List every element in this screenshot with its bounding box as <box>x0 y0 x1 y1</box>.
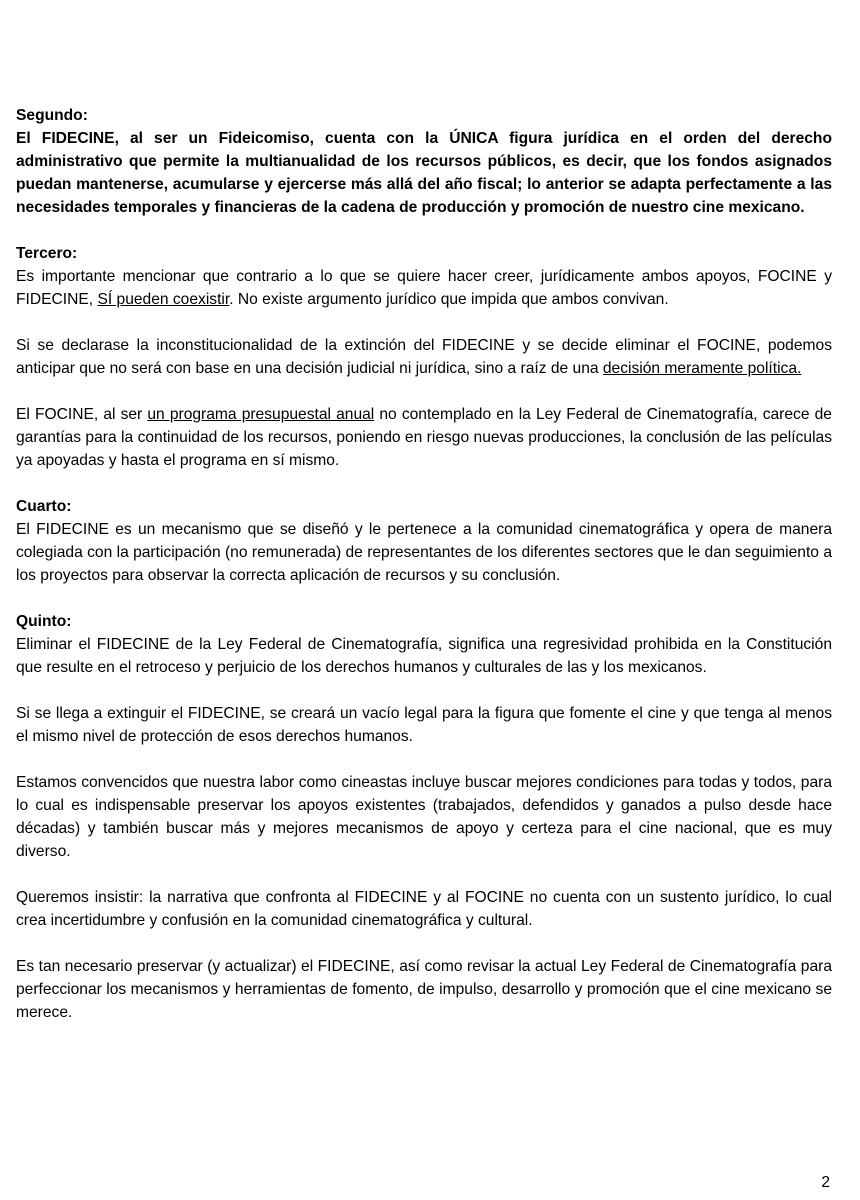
section-cuarto <box>16 495 832 587</box>
paragraph: Es tan necesario preservar (y actualizar) el FIDECINE, así como revisar la actual Ley Federal de Cinematografía para perfeccionar los mecanismos y herramientas de fomento, de impulso, desarrollo y promoción que el cine mexicano se merece. <box>16 958 832 1021</box>
text-run: . No existe argumento jurídico que impida que ambos convivan. <box>229 291 669 308</box>
section-heading: Cuarto: <box>16 498 72 515</box>
text-run: Si se declarase la inconstitucionalidad de la extinción del FIDECINE y se decide eliminar el FOCINE, podemos anticipar que no será con base en una decisión judicial ni jurídica, sino a raíz de una <box>16 337 832 377</box>
section-heading: Tercero: <box>16 245 78 262</box>
text-run: El FOCINE, al ser <box>16 406 148 423</box>
document-body <box>16 104 832 1047</box>
section-heading: Quinto: <box>16 613 72 630</box>
paragraph: Eliminar el FIDECINE de la Ley Federal de Cinematografía, significa una regresividad prohibida en la Constitución que resulte en el retroceso y perjuicio de los derechos humanos y culturales de las y los mexicanos. <box>16 636 832 676</box>
paragraph: El FIDECINE, al ser un Fideicomiso, cuenta con la ÚNICA figura jurídica en el orden del derecho administrativo que permite la multianualidad de los recursos públicos, es decir, que los fondos asignados puedan mantenerse, acumularse y ejercerse más allá del año fiscal; lo anterior se adapta perfectamente a las necesidades temporales y financieras de la cadena de producción y promoción de nuestro cine mexicano. <box>16 130 832 216</box>
section-quinto <box>16 610 832 1024</box>
section-segundo <box>16 104 832 219</box>
page-number: 2 <box>821 1174 830 1191</box>
paragraph: Si se llega a extinguir el FIDECINE, se creará un vacío legal para la figura que fomente el cine y que tenga al menos el mismo nivel de protección de esos derechos humanos. <box>16 705 832 745</box>
underlined-text: un programa presupuestal anual <box>147 406 375 423</box>
paragraph <box>16 334 832 380</box>
underlined-text: decisión meramente política. <box>602 360 802 377</box>
section-tercero <box>16 242 832 472</box>
underlined-text: SÍ pueden coexistir <box>97 291 230 308</box>
paragraph: Queremos insistir: la narrativa que confronta al FIDECINE y al FOCINE no cuenta con un sustento jurídico, lo cual crea incertidumbre y confusión en la comunidad cinematográfica y cultural. <box>16 889 832 929</box>
text-run: Es importante mencionar que contrario a lo que se quiere hacer creer, jurídicamente ambos apoyos, FOCINE y FIDECINE, <box>16 268 832 308</box>
paragraph <box>16 265 832 311</box>
paragraph: El FIDECINE es un mecanismo que se diseñó y le pertenece a la comunidad cinematográfica y opera de manera colegiada con la participación (no remunerada) de representantes de los diferentes sectores que le dan seguimiento a los proyectos para observar la correcta aplicación de recursos y su conclusión. <box>16 521 832 584</box>
paragraph: Estamos convencidos que nuestra labor como cineastas incluye buscar mejores condiciones para todas y todos, para lo cual es indispensable preservar los apoyos existentes (trabajados, defendidos y ganados a pulso desde hace décadas) y también buscar más y mejores mecanismos de apoyo y certeza para el cine nacional, que es muy diverso. <box>16 774 832 860</box>
section-heading: Segundo: <box>16 107 88 124</box>
text-run: no contemplado en la Ley Federal de Cinematografía, carece de garantías para la continuidad de los recursos, poniendo en riesgo nuevas producciones, la conclusión de las películas ya apoyadas y hasta el programa en sí mismo. <box>16 406 832 469</box>
paragraph <box>16 403 832 472</box>
